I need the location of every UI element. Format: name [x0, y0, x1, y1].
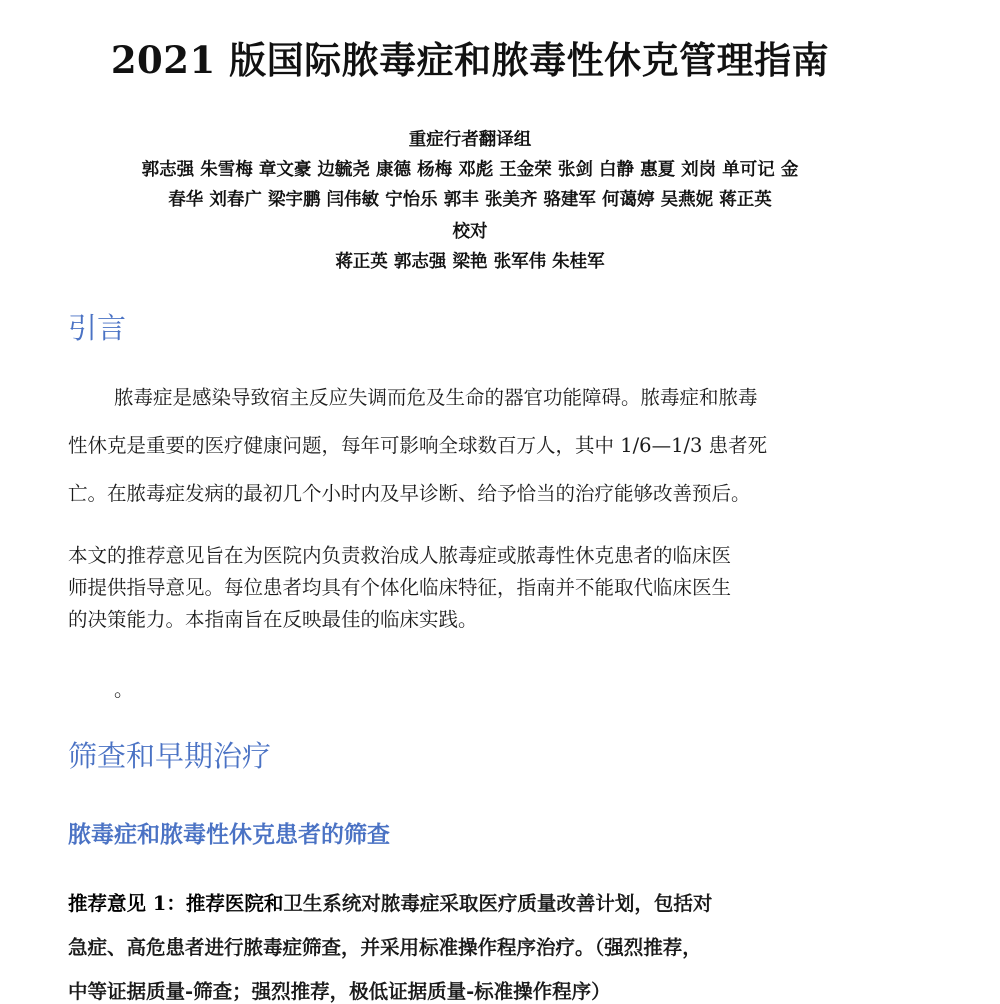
review-label: 校对 — [452, 222, 488, 242]
recommendation-1-line: 急症、高危患者进行脓毒症筛查，并采用标准操作程序治疗。（强烈推荐， — [68, 936, 702, 959]
intro-para1-line: 性休克是重要的医疗健康问题，每年可影响全球数百万人，其中 1/6—1/3 患者死 — [68, 434, 768, 457]
intro-para1-line: 亡。在脓毒症发病的最初几个小时内及早诊断、给予恰当的治疗能够改善预后。 — [68, 482, 751, 505]
intro-para2-line: 师提供指导意见。每位患者均具有个体化临床特征，指南并不能取代临床医生 — [68, 576, 732, 599]
intro-para2-line: 本文的推荐意见旨在为医院内负责救治成人脓毒症或脓毒性休克患者的临床医 — [68, 544, 732, 567]
document-title: 2021 版国际脓毒症和脓毒性休克管理指南 — [110, 38, 830, 82]
translator-group-label: 重症行者翻译组 — [408, 130, 532, 150]
intro-heading: 引言 — [68, 311, 127, 345]
recommendation-1-label: 推荐意见 1：推荐医院和 — [68, 892, 284, 915]
intro-para1-line: 脓毒症是感染导致宿主反应失调而危及生命的器官功能障碍。脓毒症和脓毒 — [114, 386, 758, 409]
recommendation-1-line: 中等证据质量-筛查；强烈推荐，极低证据质量-标准操作程序） — [68, 980, 611, 1003]
screening-subheading: 脓毒症和脓毒性休克患者的筛查 — [68, 822, 390, 848]
translator-names-line-2: 春华 刘春广 梁宇鹏 闫伟敏 宁怡乐 郭丰 张美齐 骆建军 何蔼婷 吴燕妮 蒋正英 — [168, 190, 772, 210]
stray-punctuation: 。 — [114, 678, 134, 701]
recommendation-1-line — [68, 888, 712, 916]
intro-para2-line: 的决策能力。本指南旨在反映最佳的临床实践。 — [68, 608, 478, 631]
reviewer-names: 蒋正英 郭志强 梁艳 张军伟 朱桂军 — [335, 252, 605, 272]
recommendation-1-text: 卫生系统对脓毒症采取医疗质量改善计划，包括对 — [283, 892, 713, 915]
screening-heading: 筛查和早期治疗 — [68, 739, 272, 773]
translator-names-line-1: 郭志强 朱雪梅 章文豪 边毓尧 康德 杨梅 邓彪 王金荣 张剑 白静 惠夏 刘岗 单可记 金 — [141, 160, 799, 180]
